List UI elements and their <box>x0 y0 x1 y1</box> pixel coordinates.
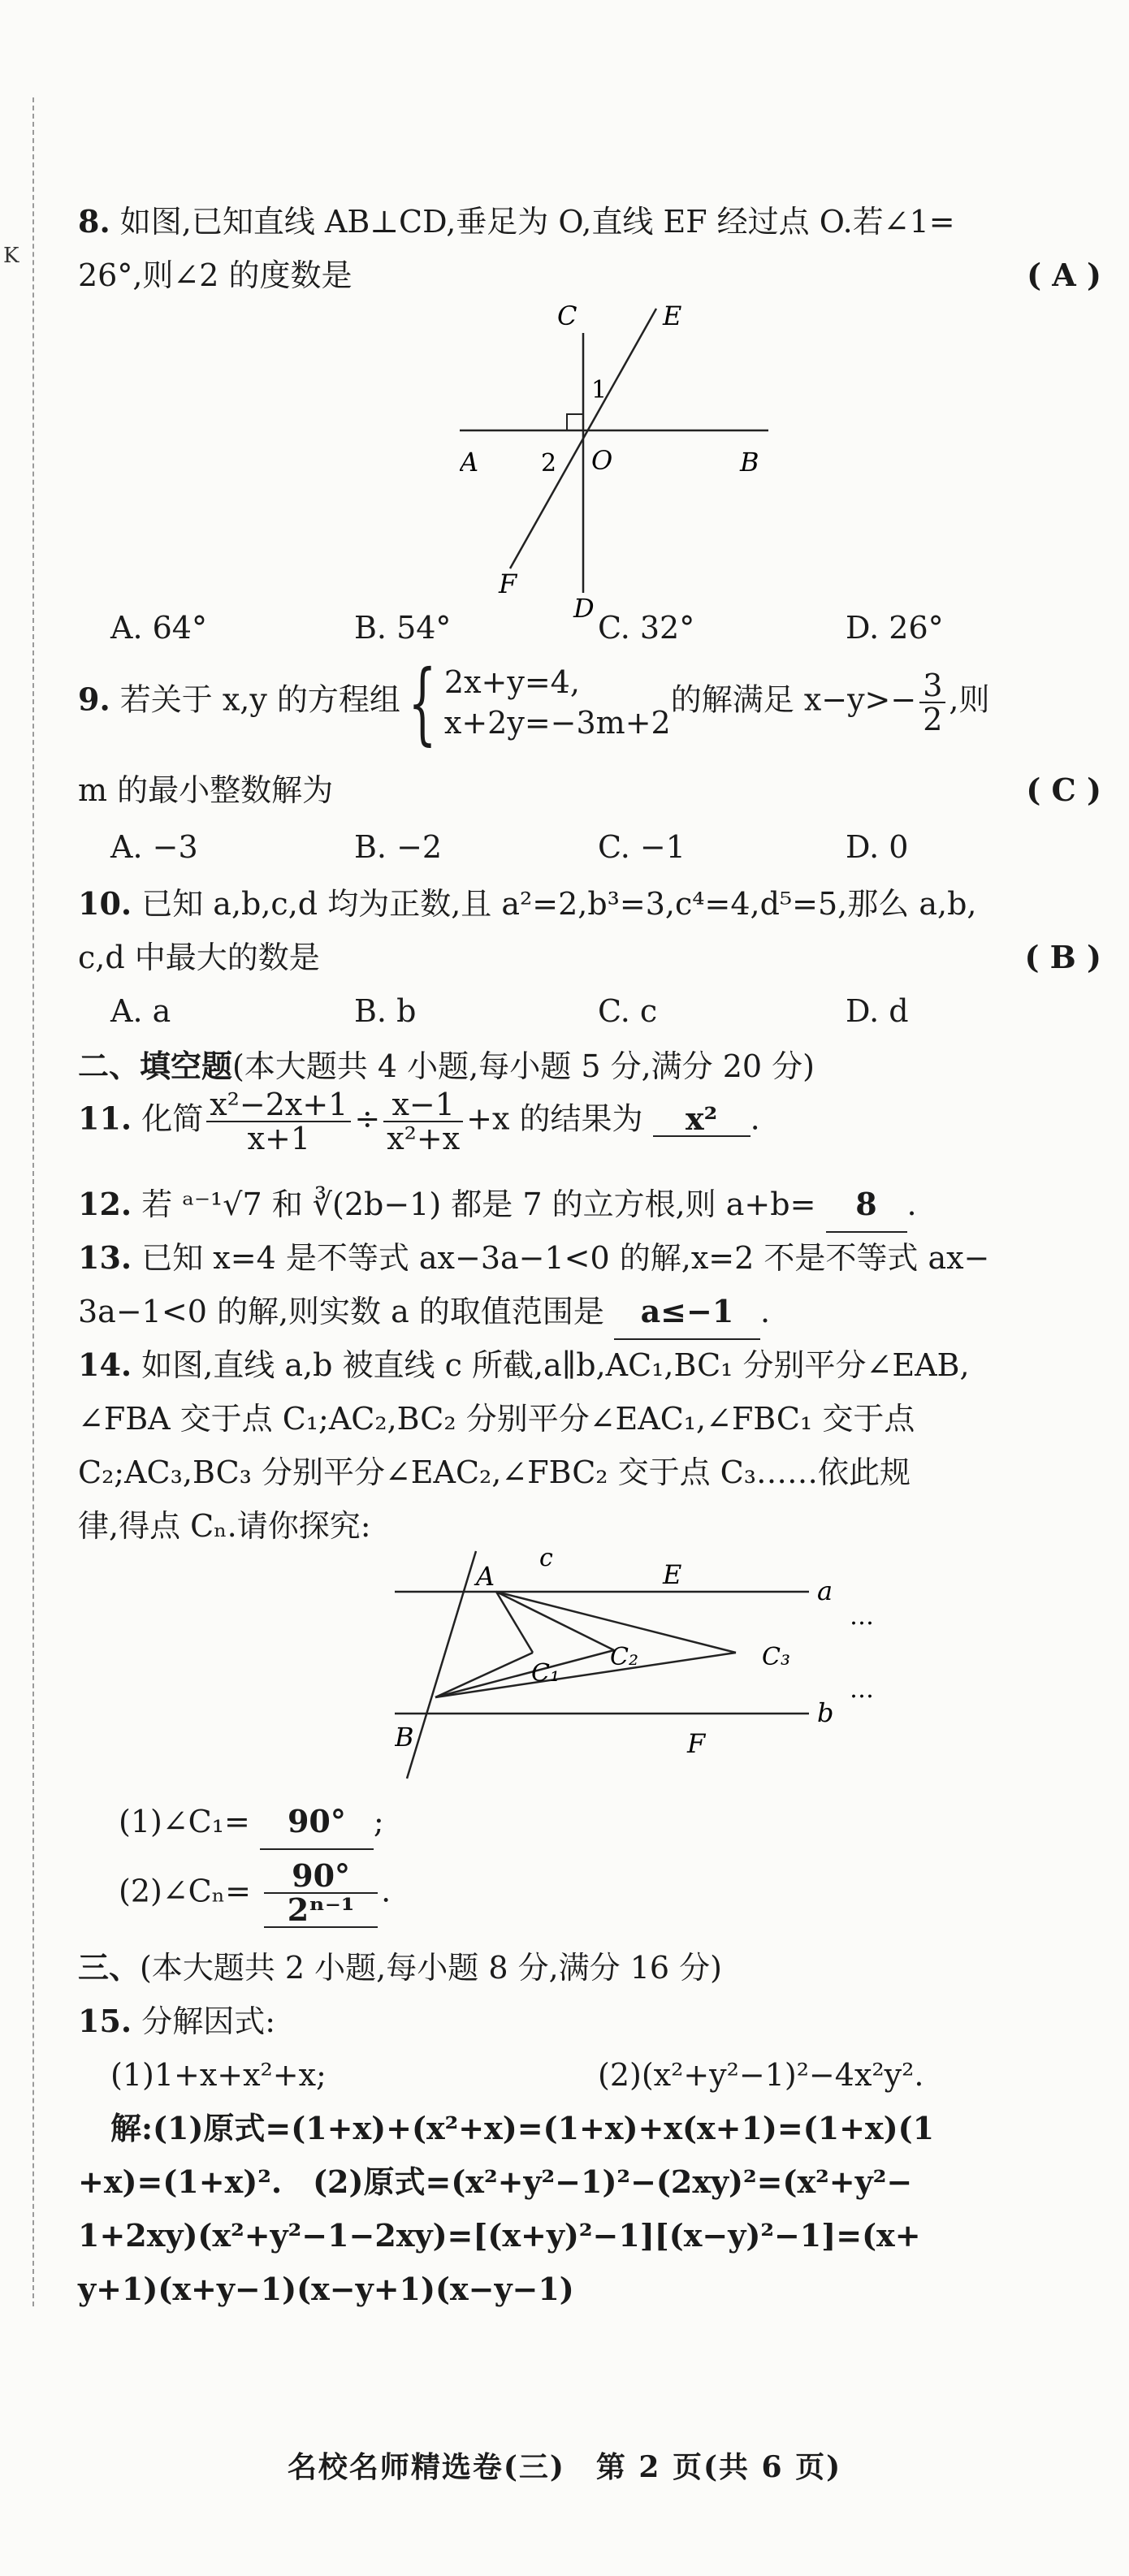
q11-f1-num: x²−2x+1 <box>206 1088 351 1122</box>
q14-text-2: ∠FBA 交于点 C₁;AC₂,BC₂ 分别平分∠EAC₁,∠FBC₁ 交于点 <box>78 1401 915 1437</box>
label-b-point: B <box>395 1722 414 1753</box>
q13-number: 13. <box>78 1239 132 1276</box>
q9-option-c: C. −1 <box>598 829 686 865</box>
q10-line2 <box>78 931 320 984</box>
q8-text-2: 26°,则∠2 的度数是 <box>78 257 353 293</box>
section-2-title: 二、填空题 <box>78 1048 233 1084</box>
q14-text-1: 如图,直线 a,b 被直线 c 所截,a∥b,AC₁,BC₁ 分别平分∠EAB, <box>141 1347 970 1383</box>
q14-figure <box>395 1543 915 1787</box>
q9-text-2: m 的最小整数解为 <box>78 772 334 808</box>
q11-f1-den: x+1 <box>247 1121 311 1156</box>
q10-option-a: A. a <box>110 993 171 1029</box>
label-c2: C₂ <box>610 1643 638 1671</box>
q8-line2 <box>78 249 353 302</box>
q13-end: . <box>759 1294 771 1329</box>
q14-line1 <box>78 1338 970 1392</box>
q9-brace: { <box>408 650 437 754</box>
q14-p1-blank: 90° <box>260 1795 374 1850</box>
q12-line <box>78 1178 917 1233</box>
q9-option-b: B. −2 <box>354 829 443 865</box>
q13-line2 <box>78 1285 770 1340</box>
q12-end: . <box>906 1186 917 1222</box>
q11-div: ÷ <box>354 1100 381 1137</box>
q9-option-d: D. 0 <box>846 829 909 865</box>
label-a-point: A <box>476 1561 495 1592</box>
label-f: F <box>687 1728 706 1759</box>
q11-end: . <box>750 1100 760 1137</box>
q14-text-3: C₂;AC₃,BC₃ 分别平分∠EAC₂,∠FBC₂ 交于点 C₃……依此规 <box>78 1454 911 1490</box>
section-3-title: 三、 <box>78 1949 141 1986</box>
q12-text: 若 ᵃ⁻¹√7 和 ∛(2b−1) 都是 7 的立方根,则 a+b= <box>141 1186 816 1222</box>
q14-line2 <box>78 1392 915 1446</box>
section-3-heading <box>78 1941 722 1995</box>
q10-number: 10. <box>78 885 132 922</box>
q15-solution-2: +x)=(1+x)². (2)原式=(x²+y²−1)²−(2xy)²=(x²+y²− <box>78 2163 913 2200</box>
q8-option-b: B. 54° <box>354 610 452 646</box>
q11-pre: 化简 <box>141 1100 204 1137</box>
q14-p2-text: (2)∠Cₙ= <box>119 1873 252 1909</box>
ellipsis-bottom: … <box>850 1675 874 1704</box>
label-o: O <box>591 445 613 476</box>
label-c3: C₃ <box>762 1643 790 1671</box>
label-e: E <box>663 300 682 331</box>
q8-answer: ( A ) <box>1027 257 1101 293</box>
q13-line1 <box>78 1231 989 1285</box>
q8-option-d: D. 26° <box>846 610 944 646</box>
q15-title: 分解因式: <box>141 2003 276 2039</box>
q9-pre: 若关于 x,y 的方程组 <box>119 681 400 718</box>
q9-mid: 的解满足 x−y>− <box>670 681 917 718</box>
q8-line1 <box>78 195 955 249</box>
q11-f2-den: x²+x <box>387 1121 461 1156</box>
ellipsis-top: … <box>850 1602 874 1631</box>
binding-margin-line <box>32 97 34 2306</box>
q10-text-1: 已知 a,b,c,d 均为正数,且 a²=2,b³=3,c⁴=4,d⁵=5,那么 a,b, <box>141 886 977 922</box>
q9-eq2: x+2y=−3m+2 <box>443 705 671 741</box>
q12-answer-blank: 8 <box>826 1178 907 1233</box>
line-c <box>407 1551 476 1779</box>
label-a: A <box>460 447 479 478</box>
q8-option-c: C. 32° <box>598 610 695 646</box>
q9-number: 9. <box>78 681 110 718</box>
q11-fraction-2 <box>383 1088 463 1155</box>
q8-number: 8. <box>78 203 110 240</box>
q15-number: 15. <box>78 2003 132 2039</box>
section-2-heading <box>78 1039 815 1093</box>
right-angle-mark <box>567 414 583 430</box>
q14-p2-end: . <box>381 1873 391 1909</box>
q14-p2-num: 90° <box>264 1860 378 1894</box>
label-f: F <box>499 568 517 599</box>
q15-solution-4: y+1)(x+y−1)(x−y+1)(x−y−1) <box>78 2271 574 2307</box>
label-b: B <box>740 447 759 478</box>
q14-part2 <box>119 1857 391 1928</box>
q11-fraction-1 <box>206 1088 351 1155</box>
label-c: C <box>557 300 577 331</box>
label-a-line: a <box>817 1575 833 1606</box>
q14-line4 <box>78 1499 371 1553</box>
q9-system <box>444 662 671 743</box>
q11-post: +x 的结果为 <box>466 1100 643 1137</box>
q12-number: 12. <box>78 1186 132 1222</box>
q14-number: 14. <box>78 1346 132 1383</box>
q14-p1-text: (1)∠C₁= <box>119 1804 250 1839</box>
q15-solution-1: 解:(1)原式=(1+x)+(x²+x)=(1+x)+x(x+1)=(1+x)(1 <box>110 2110 935 2146</box>
q10-option-c: C. c <box>598 993 658 1029</box>
q9-eq1: 2x+y=4, <box>443 664 580 700</box>
label-b-line: b <box>817 1697 834 1728</box>
q9-fraction <box>919 669 945 736</box>
q10-text-2: c,d 中最大的数是 <box>78 940 320 975</box>
q10-line1 <box>78 877 976 931</box>
q11-number: 11. <box>78 1100 132 1137</box>
q14-p2-fraction <box>264 1857 378 1928</box>
q15-part1: (1)1+x+x²+x; <box>110 2057 327 2093</box>
q15-line <box>78 1995 275 2048</box>
q13-answer-blank: a≤−1 <box>614 1285 760 1340</box>
q13-text-2: 3a−1<0 的解,则实数 a 的取值范围是 <box>78 1294 604 1329</box>
label-d: D <box>573 593 595 624</box>
q14-text-4: 律,得点 Cₙ.请你探究: <box>78 1508 371 1544</box>
q8-option-a: A. 64° <box>110 610 207 646</box>
q14-p2-den: 2ⁿ⁻¹ <box>264 1894 378 1928</box>
q10-option-d: D. d <box>846 993 909 1029</box>
q9-frac-num: 3 <box>919 669 945 703</box>
q8-figure <box>460 300 801 625</box>
q10-option-b: B. b <box>354 993 417 1029</box>
seg-b-c3 <box>435 1653 736 1697</box>
q11-answer-blank: x² <box>653 1103 751 1137</box>
q9-line1 <box>78 650 990 754</box>
label-1: 1 <box>591 376 608 404</box>
q9-frac-den: 2 <box>923 702 943 737</box>
q9-line2 <box>78 763 333 817</box>
section-2-note: (本大题共 4 小题,每小题 5 分,满分 20 分) <box>232 1048 815 1084</box>
q14-line3 <box>78 1446 911 1499</box>
q15-solution-3: 1+2xy)(x²+y²−1−2xy)=[(x+y)²−1][(x−y)²−1]=(x+ <box>78 2217 921 2254</box>
label-c1: C₁ <box>531 1659 560 1688</box>
section-3-note: (本大题共 2 小题,每小题 8 分,满分 16 分) <box>140 1950 723 1986</box>
q13-text-1: 已知 x=4 是不等式 ax−3a−1<0 的解,x=2 不是不等式 ax− <box>141 1240 990 1276</box>
margin-letter: K <box>3 244 19 268</box>
q15-part2: (2)(x²+y²−1)²−4x²y². <box>598 2057 924 2093</box>
label-2: 2 <box>541 449 557 478</box>
q11-line <box>78 1088 760 1155</box>
label-c-line: c <box>539 1544 553 1572</box>
q9-answer: ( C ) <box>1026 772 1101 808</box>
page-footer: 名校名师精选卷(三) 第 2 页(共 6 页) <box>287 2450 842 2484</box>
q8-text-1: 如图,已知直线 AB⊥CD,垂足为 O,直线 EF 经过点 O.若∠1= <box>119 204 955 240</box>
q10-answer: ( B ) <box>1024 939 1101 975</box>
q11-f2-num: x−1 <box>383 1088 463 1122</box>
q14-p1-end: ; <box>373 1804 384 1839</box>
label-e: E <box>663 1559 682 1590</box>
q14-part1 <box>119 1795 384 1850</box>
q9-post: ,则 <box>949 681 990 718</box>
q9-option-a: A. −3 <box>110 829 198 865</box>
